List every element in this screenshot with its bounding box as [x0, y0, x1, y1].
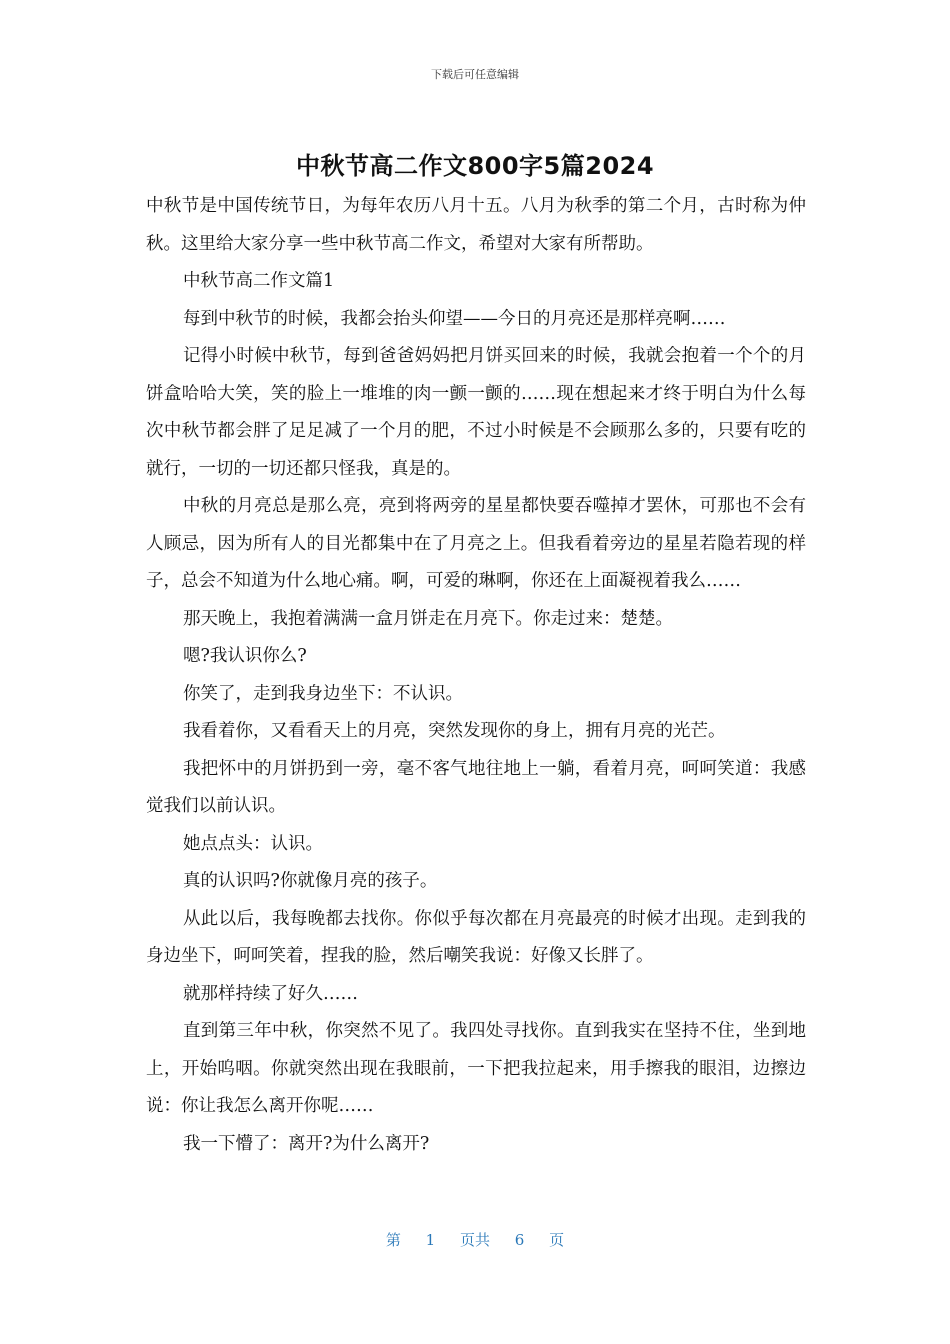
paragraph: 我一下懵了：离开?为什么离开?: [183, 1133, 430, 1154]
paragraph: 就那样持续了好久……: [183, 983, 358, 1004]
section-heading: 中秋节高二作文篇1: [183, 271, 335, 291]
footer-suffix: 页: [549, 1231, 565, 1249]
paragraph: 记得小时候中秋节，每到爸爸妈妈把月饼买回来的时候，我就会抱着一个个的月饼盒哈哈大笑，笑的脸上一堆堆的肉一颤一颤的……现在想起来才终于明白为什么每次中秋节都会胖了足足减了一个月的肥，不过小时候是不会顾那么多的，只要有吃的就行，一切的一切还都只怪我，真是的。: [146, 346, 806, 479]
paragraph: 中秋的月亮总是那么亮，亮到将两旁的星星都快要吞噬掉才罢休，可那也不会有人顾忌，因为所有人的目光都集中在了月亮之上。但我看着旁边的星星若隐若现的样子，总会不知道为什么地心痛。啊，可爱的琳啊，你还在上面凝视着我么……: [146, 496, 806, 591]
paragraph: 我把怀中的月饼扔到一旁，毫不客气地往地上一躺，看着月亮，呵呵笑道：我感觉我们以前认识。: [146, 758, 806, 816]
document-body: [146, 188, 806, 1163]
paragraph: 每到中秋节的时候，我都会抬头仰望——今日的月亮还是那样亮啊……: [183, 308, 726, 329]
footer-current-page: 1: [425, 1231, 436, 1249]
paragraph: 直到第三年中秋，你突然不见了。我四处寻找你。直到我实在坚持不住，坐到地上，开始呜咽。你就突然出现在我眼前，一下把我拉起来，用手擦我的眼泪，边擦边说：你让我怎么离开你呢……: [146, 1021, 806, 1116]
paragraph: 你笑了，走到我身边坐下：不认识。: [183, 683, 463, 704]
paragraph: 从此以后，我每晚都去找你。你似乎每次都在月亮最亮的时候才出现。走到我的身边坐下，呵呵笑着，捏我的脸，然后嘲笑我说：好像又长胖了。: [146, 908, 806, 966]
paragraph: 那天晚上，我抱着满满一盒月饼走在月亮下。你走过来：楚楚。: [183, 608, 673, 629]
paragraph: 她点点头：认识。: [183, 833, 323, 854]
page-number-footer: [0, 1229, 950, 1250]
paragraph: 嗯?我认识你么?: [183, 646, 307, 666]
paragraph: 我看着你，又看看天上的月亮，突然发现你的身上，拥有月亮的光芒。: [183, 721, 726, 741]
footer-total-pages: 6: [514, 1231, 525, 1249]
paragraph: 中秋节是中国传统节日，为每年农历八月十五。八月为秋季的第二个月，古时称为仲秋。这里给大家分享一些中秋节高二作文，希望对大家有所帮助。: [146, 196, 806, 254]
footer-middle: 页共: [459, 1231, 490, 1249]
footer-prefix: 第: [385, 1231, 401, 1249]
page-header-note: 下载后可任意编辑: [431, 68, 519, 81]
document-title: 中秋节高二作文800字5篇2024: [295, 152, 655, 180]
paragraph: 真的认识吗?你就像月亮的孩子。: [183, 871, 438, 891]
